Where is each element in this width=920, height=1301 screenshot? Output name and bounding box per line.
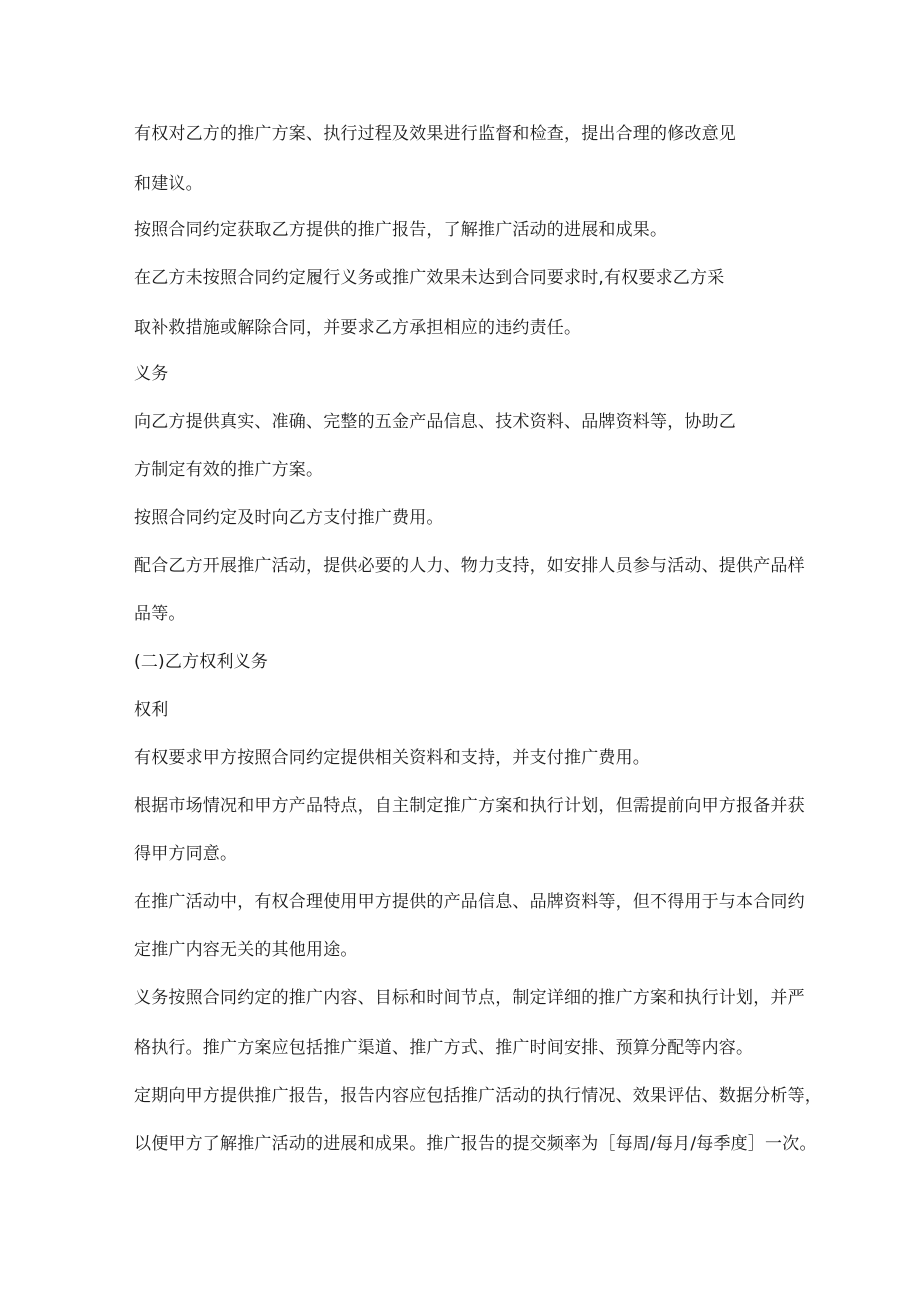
section-heading: 权利: [134, 700, 169, 720]
text-line: 向乙方提供真实、准确、完整的五金产品信息、技术资料、品牌资料等，协助乙: [134, 412, 736, 432]
text-line: 按照合同约定及时向乙方支付推广费用。: [134, 508, 444, 528]
text-line: 方制定有效的推广方案。: [134, 460, 324, 480]
text-line: 有权要求甲方按照合同约定提供相关资料和支持，并支付推广费用。: [134, 748, 650, 768]
text-line: 得甲方同意。: [134, 844, 238, 864]
text-line: 定推广内容无关的其他用途。: [134, 940, 358, 960]
text-line: 配合乙方开展推广活动，提供必要的人力、物力支持，如安排人员参与活动、提供产品样: [134, 556, 805, 576]
text-line: 义务按照合同约定的推广内容、目标和时间节点，制定详细的推广方案和执行计划，并严: [134, 988, 805, 1008]
text-line: 有权对乙方的推广方案、执行过程及效果进行监督和检查，提出合理的修改意见: [134, 124, 736, 144]
text-line: 以便甲方了解推广活动的进展和成果。推广报告的提交频率为［每周/每月/每季度］一次。: [134, 1134, 817, 1154]
text-line: 取补救措施或解除合同，并要求乙方承担相应的违约责任。: [134, 318, 582, 338]
text-line: 定期向甲方提供推广报告，报告内容应包括推广活动的执行情况、效果评估、数据分析等，: [134, 1086, 822, 1106]
text-line: 在乙方未按照合同约定履行义务或推广效果未达到合同要求时,有权要求乙方采: [134, 268, 725, 288]
text-line: 和建议。: [134, 174, 203, 194]
text-line: 格执行。推广方案应包括推广渠道、推广方式、推广时间安排、预算分配等内容。: [134, 1038, 754, 1058]
section-heading: 义务: [134, 364, 169, 384]
text-line: 在推广活动中，有权合理使用甲方提供的产品信息、品牌资料等，但不得用于与本合同约: [134, 892, 805, 912]
text-line: 根据市场情况和甲方产品特点，自主制定推广方案和执行计划，但需提前向甲方报备并获: [134, 796, 805, 816]
text-line: 按照合同约定获取乙方提供的推广报告，了解推广活动的进展和成果。: [134, 220, 668, 240]
section-heading: (二)乙方权利义务: [134, 652, 269, 672]
text-line: 品等。: [134, 604, 186, 624]
